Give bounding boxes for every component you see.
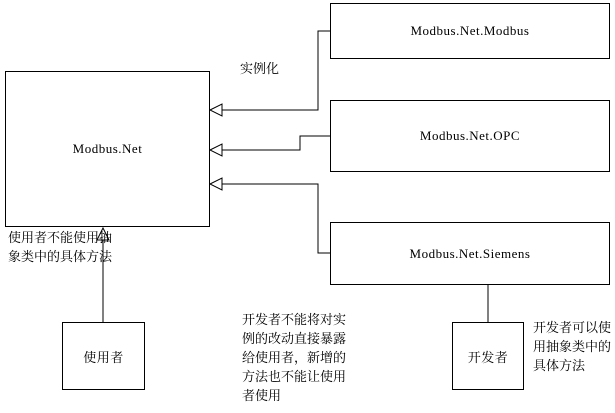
edge-opc-to-abstract — [222, 136, 330, 150]
arrowhead-siemens — [210, 178, 222, 190]
node-modbus-net-label: Modbus.Net — [72, 141, 143, 156]
edge-siemens-to-abstract — [222, 184, 330, 253]
node-modbus-net-modbus[interactable] — [330, 3, 610, 59]
node-developer-label: 开发者 — [467, 349, 509, 365]
label-developer-note: 开发者不能将对实例的改动直接暴露给使用者，新增的方法也不能让使用者使用 — [242, 312, 347, 403]
node-modbus-net-opc-label: Modbus.Net.OPC — [419, 128, 521, 143]
arrowhead-opc — [210, 144, 222, 156]
node-modbus-net-siemens[interactable] — [330, 222, 610, 285]
node-developer[interactable] — [452, 322, 524, 390]
node-user[interactable] — [62, 322, 145, 390]
node-modbus-net-siemens-label: Modbus.Net.Siemens — [409, 245, 531, 261]
label-developer-can-note: 开发者可以使用抽象类中的具体方法 — [533, 320, 612, 373]
node-modbus-net-modbus-label: Modbus.Net.Modbus — [410, 23, 530, 38]
label-instantiate: 实例化 — [240, 61, 280, 76]
node-modbus-net-opc[interactable] — [330, 100, 610, 172]
arrowhead-modbus — [210, 104, 222, 116]
node-user-label: 使用者 — [83, 349, 124, 365]
label-user-note: 使用者不能使用抽象类中的具体方法 — [8, 230, 113, 264]
node-modbus-net[interactable] — [5, 71, 210, 227]
